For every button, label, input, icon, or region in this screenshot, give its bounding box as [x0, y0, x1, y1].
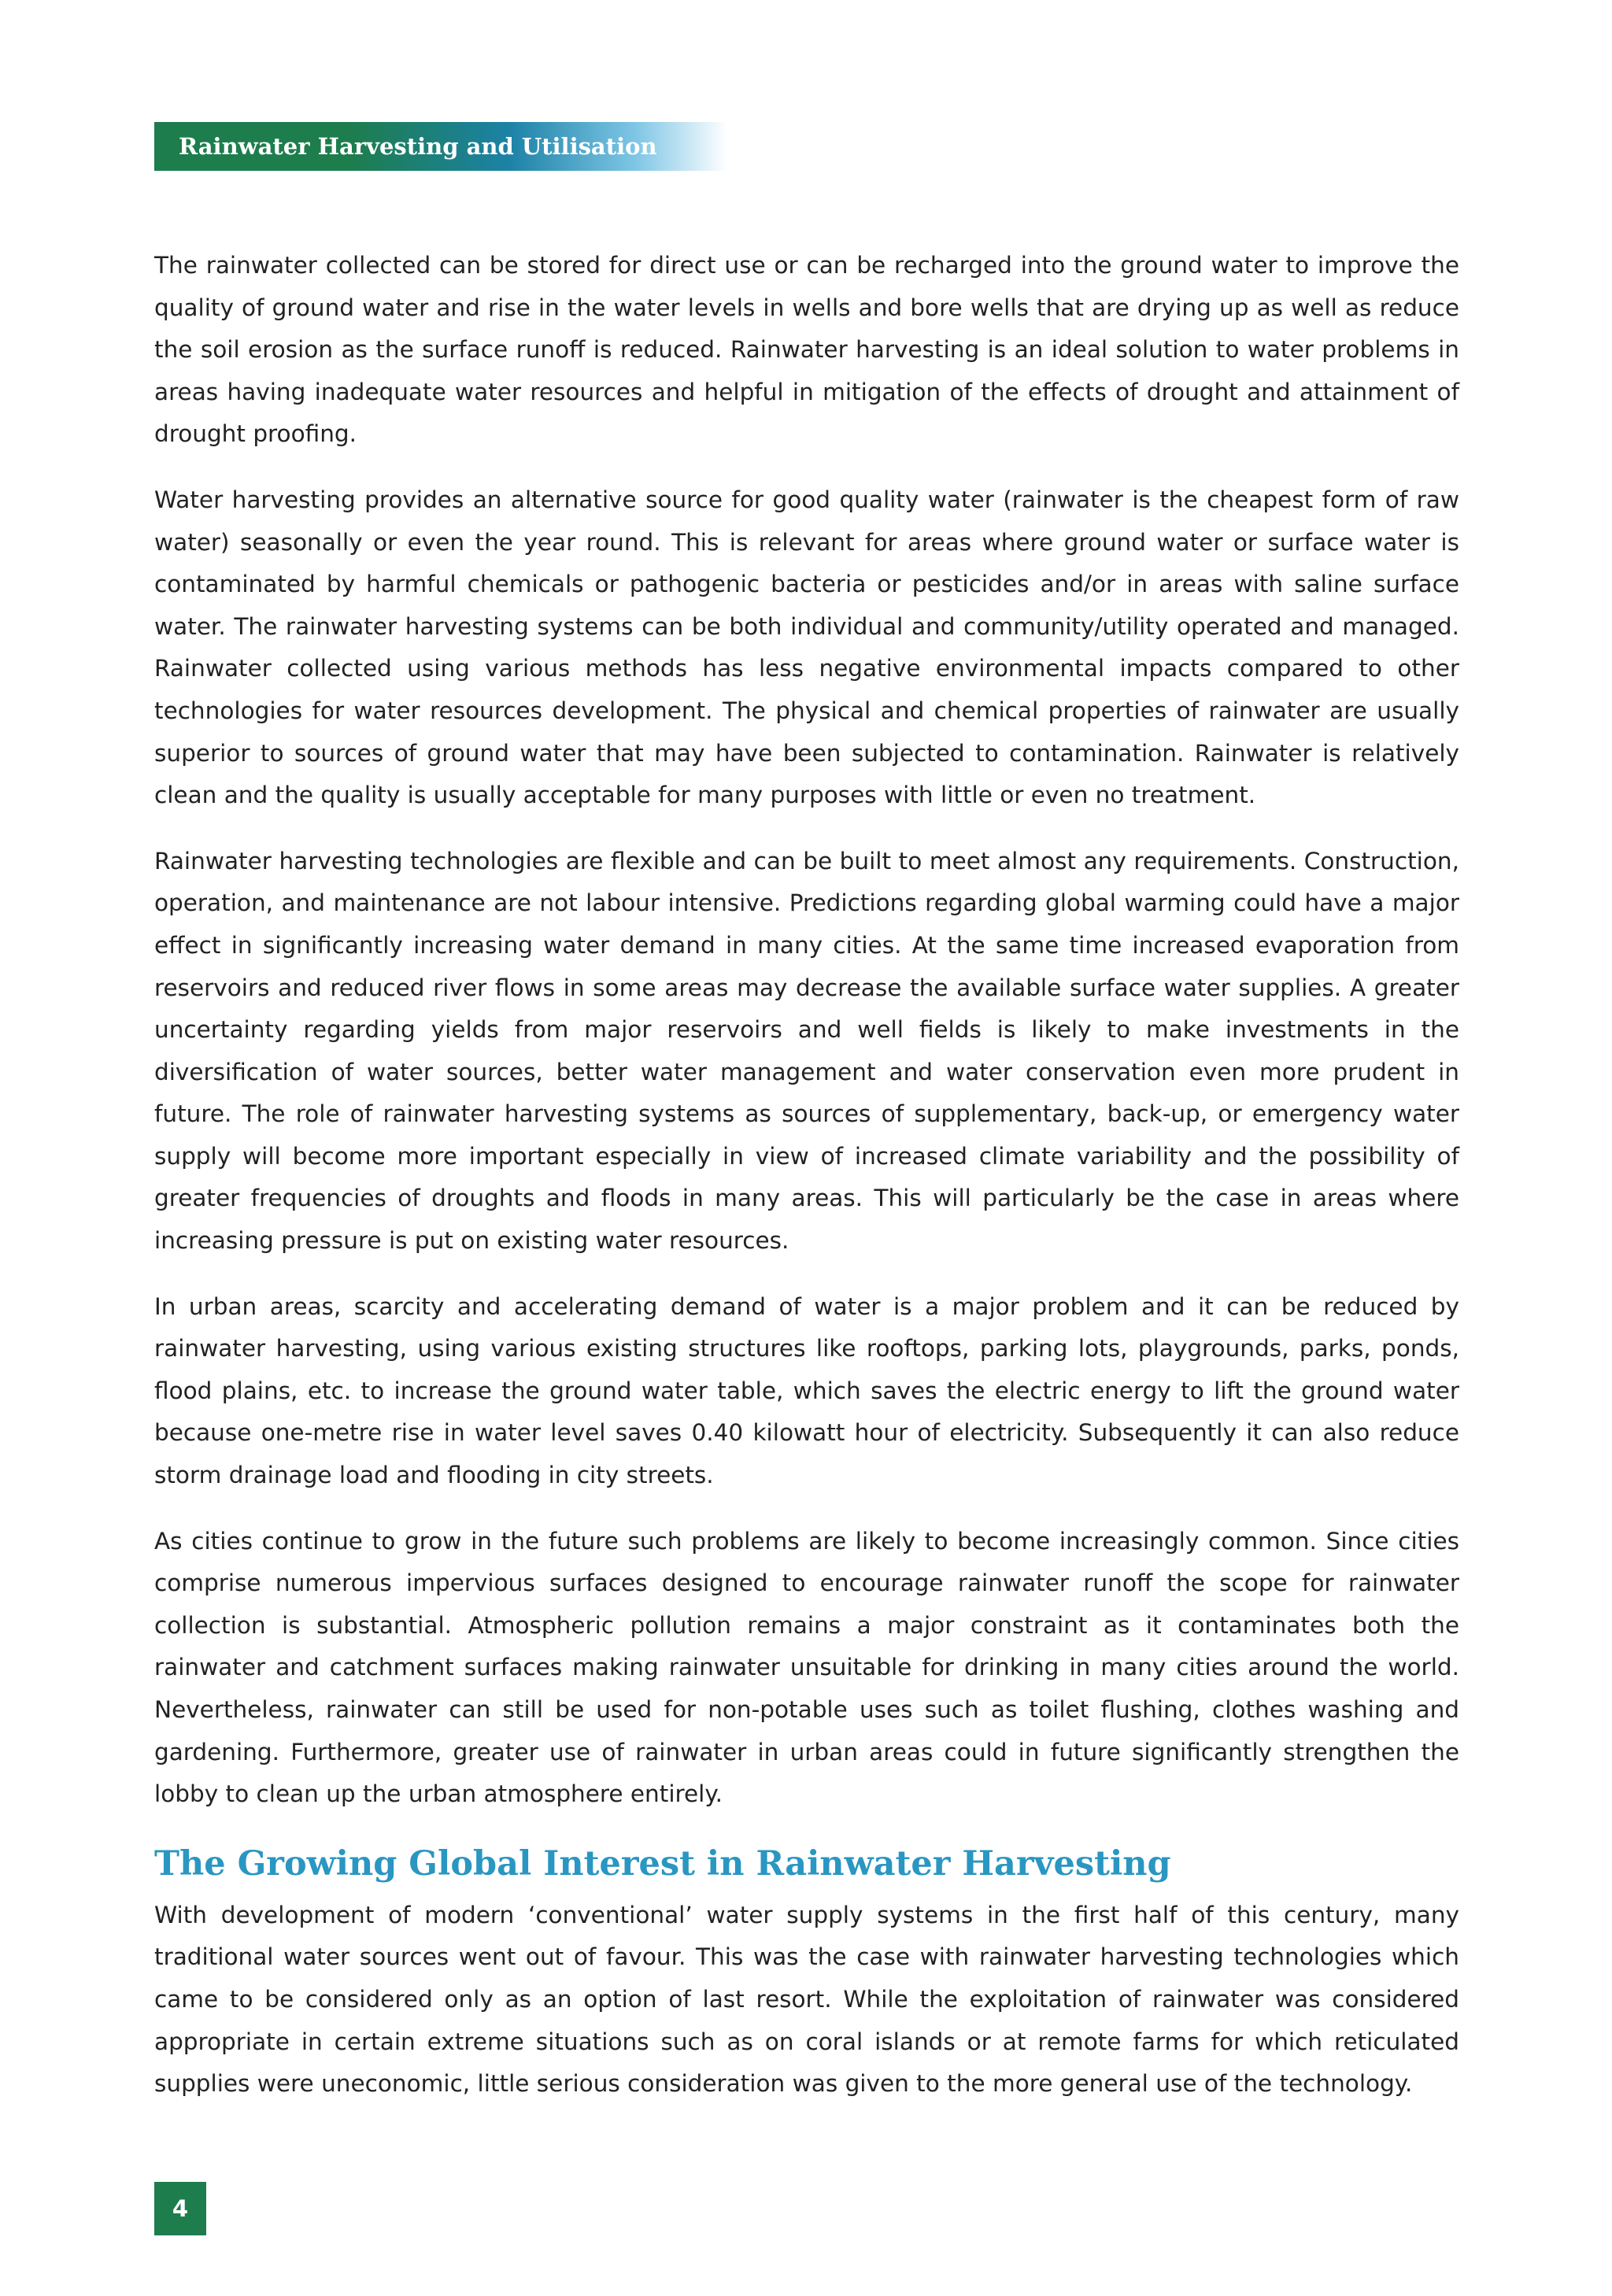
- page-content: [154, 245, 1459, 2129]
- section-paragraph: With development of modern ‘conventional’ water supply systems in the first half of this century, many traditional water sources went out of favour. This was the case with rainwater harvesting technologies which came to be considered only as an option of last resort. While the exploitation of rainwater was considered appropriate in certain extreme situations such as on coral islands or at remote farms for which reticulated supplies were uneconomic, little serious consideration was given to the more general use of the technology.: [154, 1901, 1459, 2098]
- body-paragraph-5: As cities continue to grow in the future such problems are likely to become increasingly common. Since cities comprise numerous impervious surfaces designed to encourage rainwater runoff the scope for rainwater collection is substantial. Atmospheric pollution remains a major constraint as it contaminates both the rainwater and catchment surfaces making rainwater unsuitable for drinking in many cities around the world. Nevertheless, rainwater can still be used for non-potable uses such as toilet flushing, clothes washing and gardening. Furthermore, greater use of rainwater in urban areas could in future significantly strengthen the lobby to clean up the urban atmosphere entirely.: [154, 1527, 1459, 1808]
- body-paragraph-4: In urban areas, scarcity and accelerating demand of water is a major problem and it can be reduced by rainwater harvesting, using various existing structures like rooftops, parking lots, playgrounds, parks, ponds, flood plains, etc. to increase the ground water table, which saves the electric energy to lift the ground water because one-metre rise in water level saves 0.40 kilowatt hour of electricity. Subsequently it can also reduce storm drainage load and flooding in city streets.: [154, 1292, 1459, 1489]
- page-number: 4: [172, 2195, 189, 2222]
- running-header-title: Rainwater Harvesting and Utilisation: [179, 133, 657, 160]
- page-number-box: [154, 2182, 206, 2235]
- body-paragraph-3: Rainwater harvesting technologies are flexible and can be built to meet almost any requirements. Construction, operation, and maintenance are not labour intensive. Predictions regarding global warming could have a major effect in significantly increasing water demand in many cities. At the same time increased evaporation from reservoirs and reduced river flows in some areas may decrease the available surface water supplies. A greater uncertainty regarding yields from major reservoirs and well fields is likely to make investments in the diversification of water sources, better water management and water conservation even more prudent in future. The role of rainwater harvesting systems as sources of supplementary, back-up, or emergency water supply will become more important especially in view of increased climate variability and the possibility of greater frequencies of droughts and floods in many areas. This will particularly be the case in areas where increasing pressure is put on existing water resources.: [154, 847, 1459, 1255]
- section-heading: The Growing Global Interest in Rainwater Harvesting: [154, 1843, 1171, 1884]
- body-paragraph-2: Water harvesting provides an alternative source for good quality water (rainwater is the cheapest form of raw water) seasonally or even the year round. This is relevant for areas where ground water or surface water is contaminated by harmful chemicals or pathogenic bacteria or pesticides and/or in areas with saline surface water. The rainwater harvesting systems can be both individual and community/utility operated and managed. Rainwater collected using various methods has less negative environmental impacts compared to other technologies for water resources development. The physical and chemical properties of rainwater are usually superior to sources of ground water that may have been subjected to contamination. Rainwater is relatively clean and the quality is usually acceptable for many purposes with little or even no treatment.: [154, 486, 1459, 809]
- body-paragraph-1: The rainwater collected can be stored for direct use or can be recharged into the ground water to improve the quality of ground water and rise in the water levels in wells and bore wells that are drying up as well as reduce the soil erosion as the surface runoff is reduced. Rainwater harvesting is an ideal solution to water problems in areas having inadequate water resources and helpful in mitigation of the effects of drought and attainment of drought proofing.: [154, 252, 1459, 448]
